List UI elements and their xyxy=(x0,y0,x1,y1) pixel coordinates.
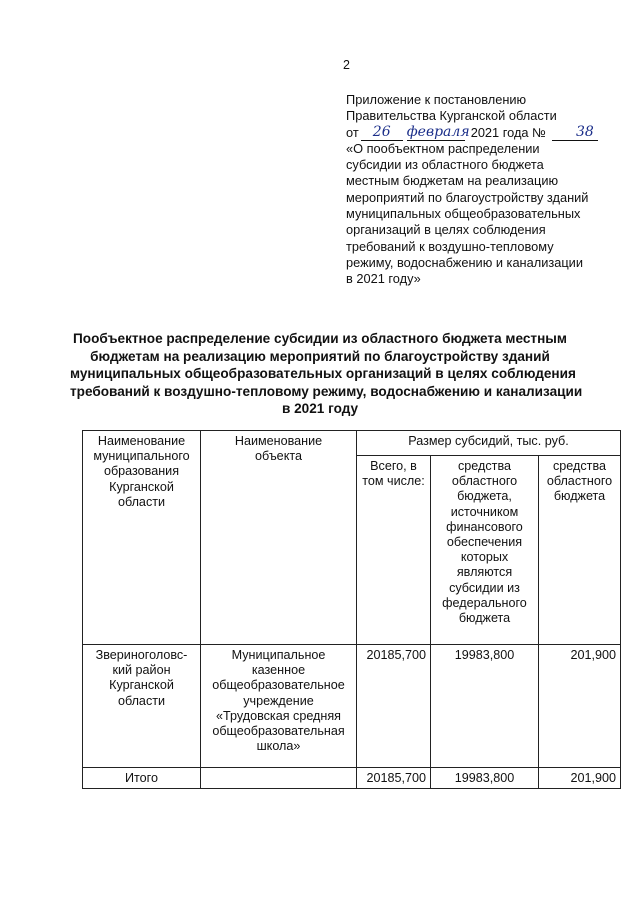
title-line: муниципальных общеобразовательных организаций в целях соблюдения xyxy=(70,366,576,382)
subsidy-distribution-table xyxy=(82,430,621,789)
page-number: 2 xyxy=(343,58,350,72)
total-object-empty xyxy=(201,768,357,789)
cell-object: Муниципальное казенное общеобразовательное учреждение «Трудовская средняя общеобразовательная школа» xyxy=(201,645,357,768)
table-total-row xyxy=(83,768,621,789)
resolution-title-line: режиму, водоснабжению и канализации xyxy=(346,254,583,270)
resolution-title-line: организаций в целях соблюдения xyxy=(346,222,546,238)
header-municipality: Наименование муниципального образования Курганской области xyxy=(83,431,201,645)
resolution-title-line: «О пообъектном распределении xyxy=(346,140,540,156)
handwritten-day: 26 xyxy=(361,125,403,141)
total-label: Итого xyxy=(83,768,201,789)
resolution-title-line: местным бюджетам на реализацию xyxy=(346,173,559,189)
appendix-line: Правительства Курганской области xyxy=(346,108,557,124)
year-text: 2021 года № xyxy=(470,124,546,140)
header-total-incl: Всего, в том числе: xyxy=(357,456,431,645)
resolution-title-line: в 2021 году» xyxy=(346,271,421,287)
cell-regional: 201,900 xyxy=(539,645,621,768)
header-regional: средства областного бюджета xyxy=(539,456,621,645)
resolution-date-line xyxy=(346,125,616,141)
cell-municipality: Звериноголовс- кий район Курганской области xyxy=(83,645,201,768)
handwritten-month: февраля xyxy=(406,123,470,140)
total-regional: 201,900 xyxy=(539,768,621,789)
title-line: требований к воздушно-тепловому режиму, водоснабжению и канализации xyxy=(70,383,583,399)
appendix-line: Приложение к постановлению xyxy=(346,92,527,107)
title-line: бюджетам на реализацию мероприятий по благоустройству зданий xyxy=(90,348,550,364)
date-prefix: от xyxy=(346,124,359,140)
resolution-title-line: мероприятий по благоустройству зданий xyxy=(346,189,589,205)
document-title xyxy=(70,330,583,418)
header-object: Наименование объекта xyxy=(201,431,357,645)
cell-federal: 19983,800 xyxy=(431,645,539,768)
table-row xyxy=(83,645,621,768)
resolution-title-line: субсидии из областного бюджета xyxy=(346,157,544,173)
appendix-header xyxy=(346,92,616,288)
cell-total: 20185,700 xyxy=(357,645,431,768)
handwritten-number: 38 xyxy=(552,125,598,141)
resolution-title-line: муниципальных общеобразовательных xyxy=(346,206,581,222)
total-sum: 20185,700 xyxy=(357,768,431,789)
table-header-row xyxy=(83,431,621,456)
title-line: в 2021 году xyxy=(281,401,359,417)
resolution-title-line: требований к воздушно-тепловому xyxy=(346,238,554,254)
title-line: Пообъектное распределение субсидии из областного бюджета местным xyxy=(73,331,567,346)
header-subsidy-size: Размер субсидий, тыс. руб. xyxy=(357,431,621,456)
header-federal-sourced: средства областного бюджета, источником финансового обеспечения которых являются субсидии из федерального бюджета xyxy=(431,456,539,645)
total-federal: 19983,800 xyxy=(431,768,539,789)
